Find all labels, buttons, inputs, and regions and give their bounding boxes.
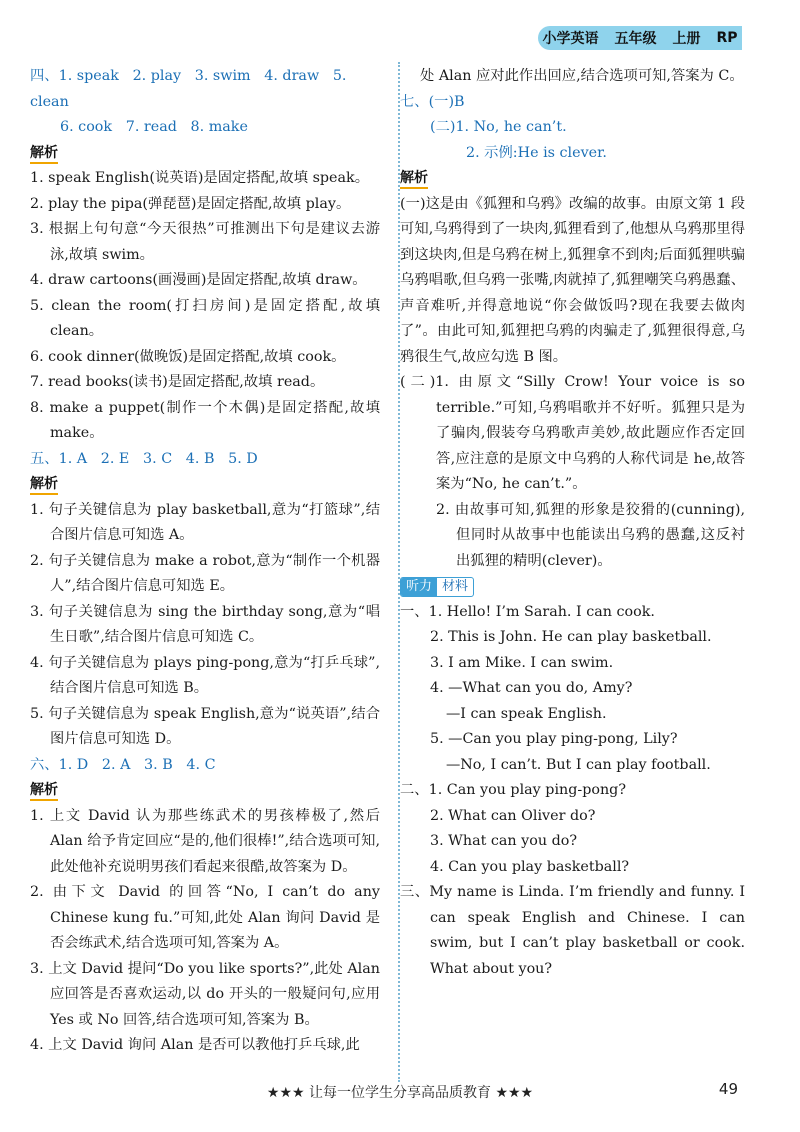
s4-ans: 7. read	[125, 119, 177, 135]
footer-slogan: ★★★ 让每一位学生分享高品质教育 ★★★	[266, 1085, 534, 1101]
header-edition: RP	[716, 30, 738, 46]
page-number: 49	[718, 1080, 738, 1098]
left-column	[30, 64, 380, 1059]
s6-ans: 3. B	[144, 756, 173, 773]
analysis-heading: 解析	[30, 781, 58, 801]
header-tag	[538, 26, 742, 50]
s6-item: 2. 由下文 David 的回答“No, I can’t do any Chinese kung fu.”可知,此处 Alan 询问 David 是否会练武术,结合选项可知,答案为 A。	[30, 884, 380, 951]
s6-item: 3. 上文 David 提问“Do you like sports?”,此处 Alan 应回答是否喜欢运动,以 do 开头的一般疑问句,应用 Yes 或 No 回答,结合选项可知,答案为 B。	[30, 960, 380, 1028]
header-volume: 上册	[672, 31, 701, 47]
listening-1	[400, 600, 745, 779]
s4-ans: 6. cook	[60, 119, 113, 135]
s4-item: 8. make a puppet(制作一个木偶)是固定搭配,故填 make。	[30, 399, 380, 441]
l1-line: 3. I am Mike. I can swim.	[430, 654, 614, 671]
s6-answers	[30, 753, 380, 779]
listening-3	[400, 880, 745, 982]
s4-ans: 4. draw	[264, 68, 320, 84]
s6-ans: 4. C	[186, 756, 216, 773]
s5-item: 2. 句子关键信息为 make a robot,意为“制作一个机器人”,结合图片信息可知选 E。	[30, 552, 380, 594]
listening-2	[400, 778, 745, 880]
s7-analysis-2a: (二)1. 由原文“Silly Crow! Your voice is so terrible.”可知,乌鸦唱歌并不好听。狐狸只是为了骗肉,假装夸乌鸦歌声美妙,故此题应作否定回答,应注意的是原文中乌鸦的人称代词是 he,故答案为“No, he can’t.”。	[400, 374, 745, 492]
l1-line: —No, I can’t. But I can play football.	[446, 756, 711, 773]
s4-label: 四、	[30, 68, 59, 84]
s7-part2-2: 2. 示例:He is clever.	[466, 144, 607, 161]
s6-item: 4. 上文 David 询问 Alan 是否可以教他打乒乓球,此	[30, 1037, 360, 1053]
l2-line: 1. Can you play ping-pong?	[428, 782, 626, 798]
l3-text: My name is Linda. I’m friendly and funny. I can speak English and Chinese. I can swim, but I can’t play basketball or cook. What about you?	[429, 884, 746, 977]
s4-item: 1. speak English(说英语)是固定搭配,故填 speak。	[30, 170, 369, 186]
l2-line: 4. Can you play basketball?	[430, 858, 630, 875]
l1-line: 1. Hello! I’m Sarah. I can cook.	[428, 603, 655, 620]
s4-ans: 2. play	[132, 68, 182, 84]
s4-answers-line2	[30, 115, 380, 141]
s7-part1-answer: (一)B	[428, 93, 465, 110]
l2-line: 3. What can you do?	[430, 833, 578, 849]
s5-item: 4. 句子关键信息为 plays ping-pong,意为“打乒乓球”,结合图片信息可知选 B。	[30, 654, 380, 696]
s4-item: 3. 根据上句句意“今天很热”可推测出下句是建议去游泳,故填 swim。	[30, 221, 380, 263]
s4-item: 2. play the pipa(弹琵琶)是固定搭配,故填 play。	[30, 195, 351, 212]
s4-ans: 1. speak	[58, 68, 119, 84]
s5-label: 五、	[30, 450, 59, 467]
s4-item: 5. clean the room(打扫房间)是固定搭配,故填 clean。	[30, 297, 380, 339]
analysis-heading: 解析	[30, 144, 58, 164]
s6-item: 1. 上文 David 认为那些练武术的男孩棒极了,然后 Alan 给予肯定回应“是的,他们很棒!”,结合选项可知,此处他补充说明男孩们看起来很酷,故答案为 D。	[30, 807, 380, 875]
s5-item: 3. 句子关键信息为 sing the birthday song,意为“唱生日歌”,结合图片信息可知选 C。	[30, 603, 380, 645]
s6-label: 六、	[30, 756, 59, 773]
s4-ans: 3. swim	[194, 68, 251, 84]
l1-label: 一、	[400, 603, 429, 620]
s5-ans: 1. A	[58, 450, 88, 467]
s6-ans: 2. A	[101, 756, 131, 773]
s7-part2-1	[400, 115, 745, 141]
listening-material-tag	[400, 577, 474, 597]
analysis-heading: 解析	[400, 169, 428, 189]
listening-tag-1: 听力	[401, 578, 437, 596]
s6-ans: 1. D	[58, 756, 89, 773]
l1-line: 4. —What can you do, Amy?	[430, 680, 633, 696]
s7-part1	[400, 90, 745, 116]
s4-item: 6. cook dinner(做晚饭)是固定搭配,故填 cook。	[30, 348, 346, 365]
s7-analysis-1: (一)这是由《狐狸和乌鸦》改编的故事。由原文第 1 段可知,乌鸦得到了一块肉,狐狸看到了,他想从乌鸦那里得到这块肉,但是乌鸦在树上,狐狸拿不到肉;后面狐狸哄骗乌鸦唱歌,但乌鸦一张嘴,肉就掉了,狐狸嘲笑乌鸦愚蠢、声音难听,并得意地说“你会做饭吗?现在我要去做肉了”。由此可知,狐狸把乌鸦的肉骗走了,狐狸很得意,乌鸦很生气,故应勾选 B 图。	[400, 195, 745, 365]
s7-part2-label: (二)	[430, 119, 456, 135]
s4-item: 4. draw cartoons(画漫画)是固定搭配,故填 draw。	[30, 272, 367, 288]
header-subject: 小学英语	[542, 31, 599, 47]
s4-ans: 5. clean	[30, 68, 347, 110]
s6-continuation: 处 Alan 应对此作出回应,结合选项可知,答案为 C。	[420, 68, 744, 84]
s5-ans: 5. D	[228, 450, 258, 467]
s5-item: 5. 句子关键信息为 speak English,意为“说英语”,结合图片信息可知选 D。	[30, 705, 380, 747]
s4-item: 7. read books(读书)是固定搭配,故填 read。	[30, 374, 325, 390]
s7-part2-answer1: 1. No, he can’t.	[455, 119, 567, 135]
l2-line: 2. What can Oliver do?	[430, 807, 596, 824]
l3-label: 三、	[400, 884, 430, 900]
listening-tag-2: 材料	[442, 579, 469, 594]
s7-analysis-2b: 2. 由故事可知,狐狸的形象是狡猾的(cunning),但同时从故事中也能读出乌鸦的愚蠢,这反衬出狐狸的精明(clever)。	[436, 501, 745, 569]
analysis-heading: 解析	[30, 475, 58, 495]
s4-answers-line1	[30, 64, 380, 115]
s7-label: 七、	[400, 93, 429, 110]
s5-ans: 3. C	[143, 450, 173, 467]
l1-line: —I can speak English.	[446, 705, 607, 722]
s5-answers	[30, 447, 380, 473]
header-grade: 五年级	[614, 31, 657, 47]
l2-label: 二、	[400, 782, 429, 798]
l1-line: 2. This is John. He can play basketball.	[430, 629, 712, 645]
l1-line: 5. —Can you play ping-pong, Lily?	[430, 731, 678, 747]
s4-ans: 8. make	[190, 119, 248, 135]
s5-ans: 2. E	[100, 450, 130, 467]
s5-item: 1. 句子关键信息为 play basketball,意为“打篮球”,结合图片信息可知选 A。	[30, 501, 380, 543]
s5-ans: 4. B	[185, 450, 215, 467]
right-column	[400, 64, 745, 982]
